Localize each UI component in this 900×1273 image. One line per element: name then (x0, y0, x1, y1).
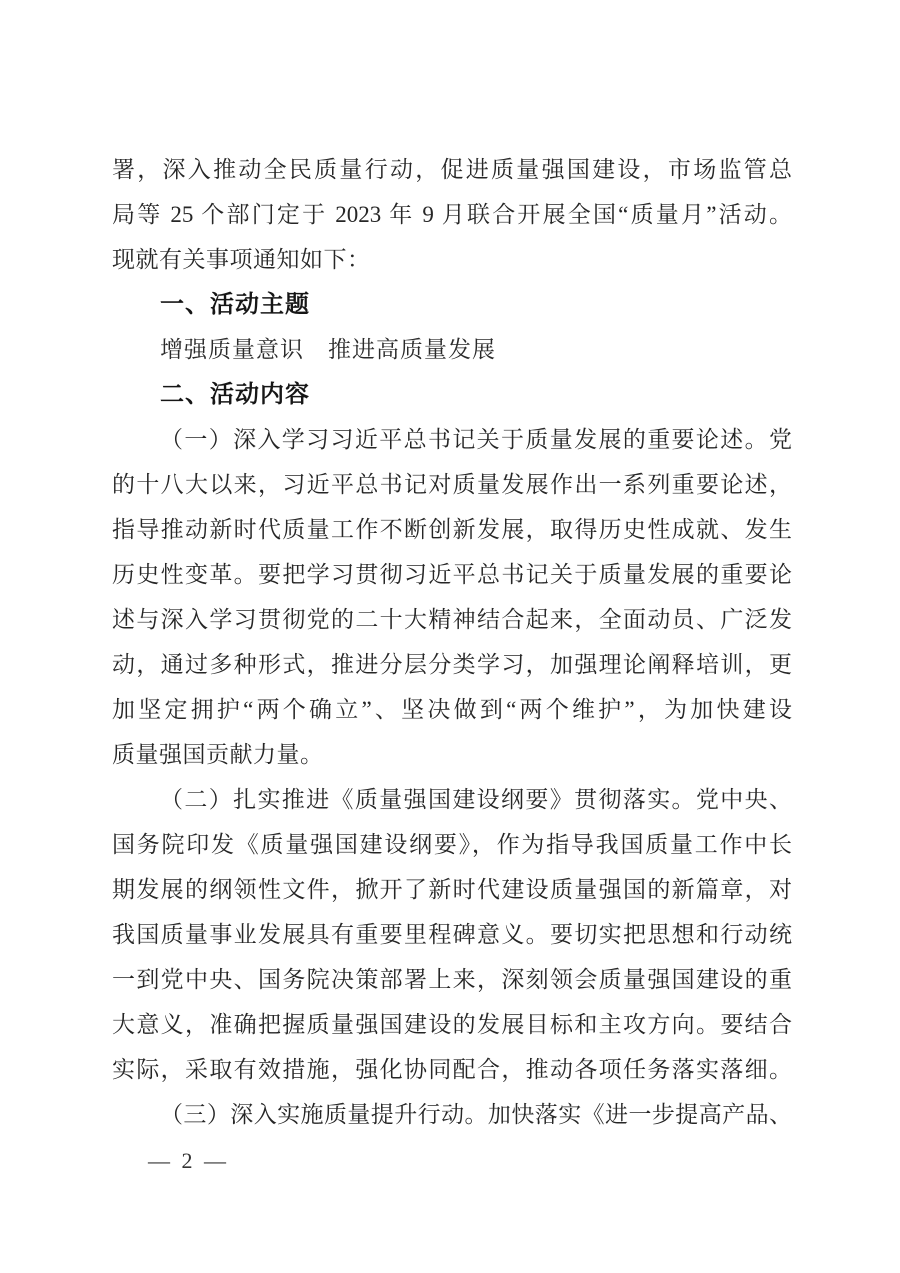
text-line: （二）扎实推进《质量强国建设纲要》贯彻落实。党中央、 (160, 787, 792, 812)
text-line: 一、活动主题 (160, 291, 310, 318)
text-line: 质量强国贡献力量。 (112, 742, 324, 767)
document-body (112, 147, 792, 1137)
text-line: （三）深入实施质量提升行动。加快落实《进一步提高产品、 (160, 1102, 792, 1127)
text-line: 实际，采取有效措施，强化协同配合，推动各项任务落实落细。 (112, 1057, 792, 1082)
text-line: 局等 25 个部门定于 2023 年 9 月联合开展全国“质量月”活动。 (112, 202, 792, 227)
text-line: 署，深入推动全民质量行动，促进质量强国建设，市场监管总 (112, 157, 792, 182)
text-line: 国务院印发《质量强国建设纲要》，作为指导我国质量工作中长 (112, 832, 792, 857)
text-line: 加坚定拥护“两个确立”、坚决做到“两个维护”，为加快建设 (112, 697, 792, 722)
text-line: 现就有关事项通知如下： (112, 247, 371, 272)
text-line: 动，通过多种形式，推进分层分类学习，加强理论阐释培训，更 (112, 652, 792, 677)
text-line: 我国质量事业发展具有重要里程碑意义。要切实把思想和行动统 (112, 922, 792, 947)
text-line: 一到党中央、国务院决策部署上来，深刻领会质量强国建设的重 (112, 967, 792, 992)
text-line: 的十八大以来，习近平总书记对质量发展作出一系列重要论述， (112, 472, 792, 497)
text-line: 指导推动新时代质量工作不断创新发展，取得历史性成就、发生 (112, 517, 792, 542)
text-line: 大意义，准确把握质量强国建设的发展目标和主攻方向。要结合 (112, 1012, 792, 1037)
text-line: 述与深入学习贯彻党的二十大精神结合起来，全面动员、广泛发 (112, 607, 792, 632)
text-line: （一）深入学习习近平总书记关于质量发展的重要论述。党 (160, 427, 792, 452)
text-line: 期发展的纲领性文件，掀开了新时代建设质量强国的新篇章，对 (112, 877, 792, 902)
text-line: 二、活动内容 (160, 381, 310, 408)
text-line: 历史性变革。要把学习贯彻习近平总书记关于质量发展的重要论 (112, 562, 792, 587)
page-number: — 2 — (148, 1148, 229, 1173)
text-line: 增强质量意识 推进高质量发展 (160, 337, 496, 362)
